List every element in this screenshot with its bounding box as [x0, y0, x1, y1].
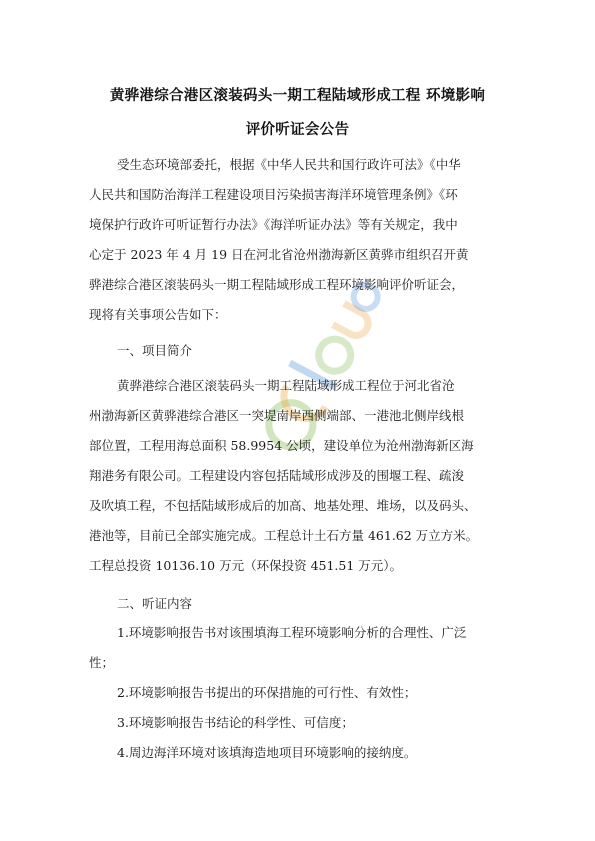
paragraph-2-line-5: 及吹填工程，不包括陆域形成后的加高、地基处理、堆场，以及码头、 — [89, 498, 477, 513]
paragraph-1-line-1: 受生态环境部委托，根据《中华人民共和国行政许可法》《中华 — [117, 157, 461, 172]
paragraph-2-line-3: 部位置，工程用海总面积 58.9954 公顷，建设单位为沧州渤海新区海 — [89, 438, 474, 453]
section-1-heading: 一、项目简介 — [117, 343, 193, 358]
paragraph-1-line-2: 人民共和国防治海洋工程建设项目污染损害海洋环境管理条例》《环 — [89, 187, 458, 202]
list-item-2: 2.环境影响报告书提出的环保措施的可行性、有效性； — [117, 685, 417, 700]
paragraph-2-line-6: 港池等，目前已全部实施完成。工程总计土石方量 461.62 万立方米。 — [89, 528, 479, 543]
paragraph-1-line-6: 现将有关事项公告如下： — [89, 307, 227, 322]
paragraph-1-line-3: 境保护行政许可听证暂行办法》《海洋听证办法》等有关规定，我中 — [89, 217, 458, 232]
paragraph-2-line-7: 工程总投资 10136.10 万元（环保投资 451.51 万元）。 — [89, 558, 403, 573]
paragraph-1-line-5: 骅港综合港区滚装码头一期工程陆域形成工程环境影响评价听证会， — [89, 277, 465, 292]
list-item-3: 3.环境影响报告书结论的科学性、可信度； — [117, 715, 354, 730]
paragraph-2-line-2: 州渤海新区黄骅港综合港区一突堤南岸西侧端部、一港池北侧岸线根 — [89, 408, 465, 423]
paragraph-2-line-4: 翔港务有限公司。工程建设内容包括陆域形成涉及的围堰工程、疏浚 — [89, 468, 465, 483]
paragraph-2-line-1: 黄骅港综合港区滚装码头一期工程陆域形成工程位于河北省沧 — [117, 378, 455, 393]
document-title-line-2: 评价听证会公告 — [245, 122, 350, 138]
list-item-1-line-1: 1.环境影响报告书对该围填海工程环境影响分析的合理性、广泛 — [117, 625, 467, 640]
section-2-heading: 二、听证内容 — [117, 596, 193, 611]
paragraph-1-line-4: 心定于 2023 年 4 月 19 日在河北省沧州渤海新区黄骅市组织召开黄 — [89, 247, 469, 262]
list-item-1-line-2: 性； — [89, 655, 115, 670]
list-item-4: 4.周边海洋环境对该填海造地项目环境影响的接纳度。 — [117, 745, 417, 760]
document-title-line-1: 黄骅港综合港区滚装码头一期工程陆域形成工程 环境影响 — [109, 88, 486, 104]
